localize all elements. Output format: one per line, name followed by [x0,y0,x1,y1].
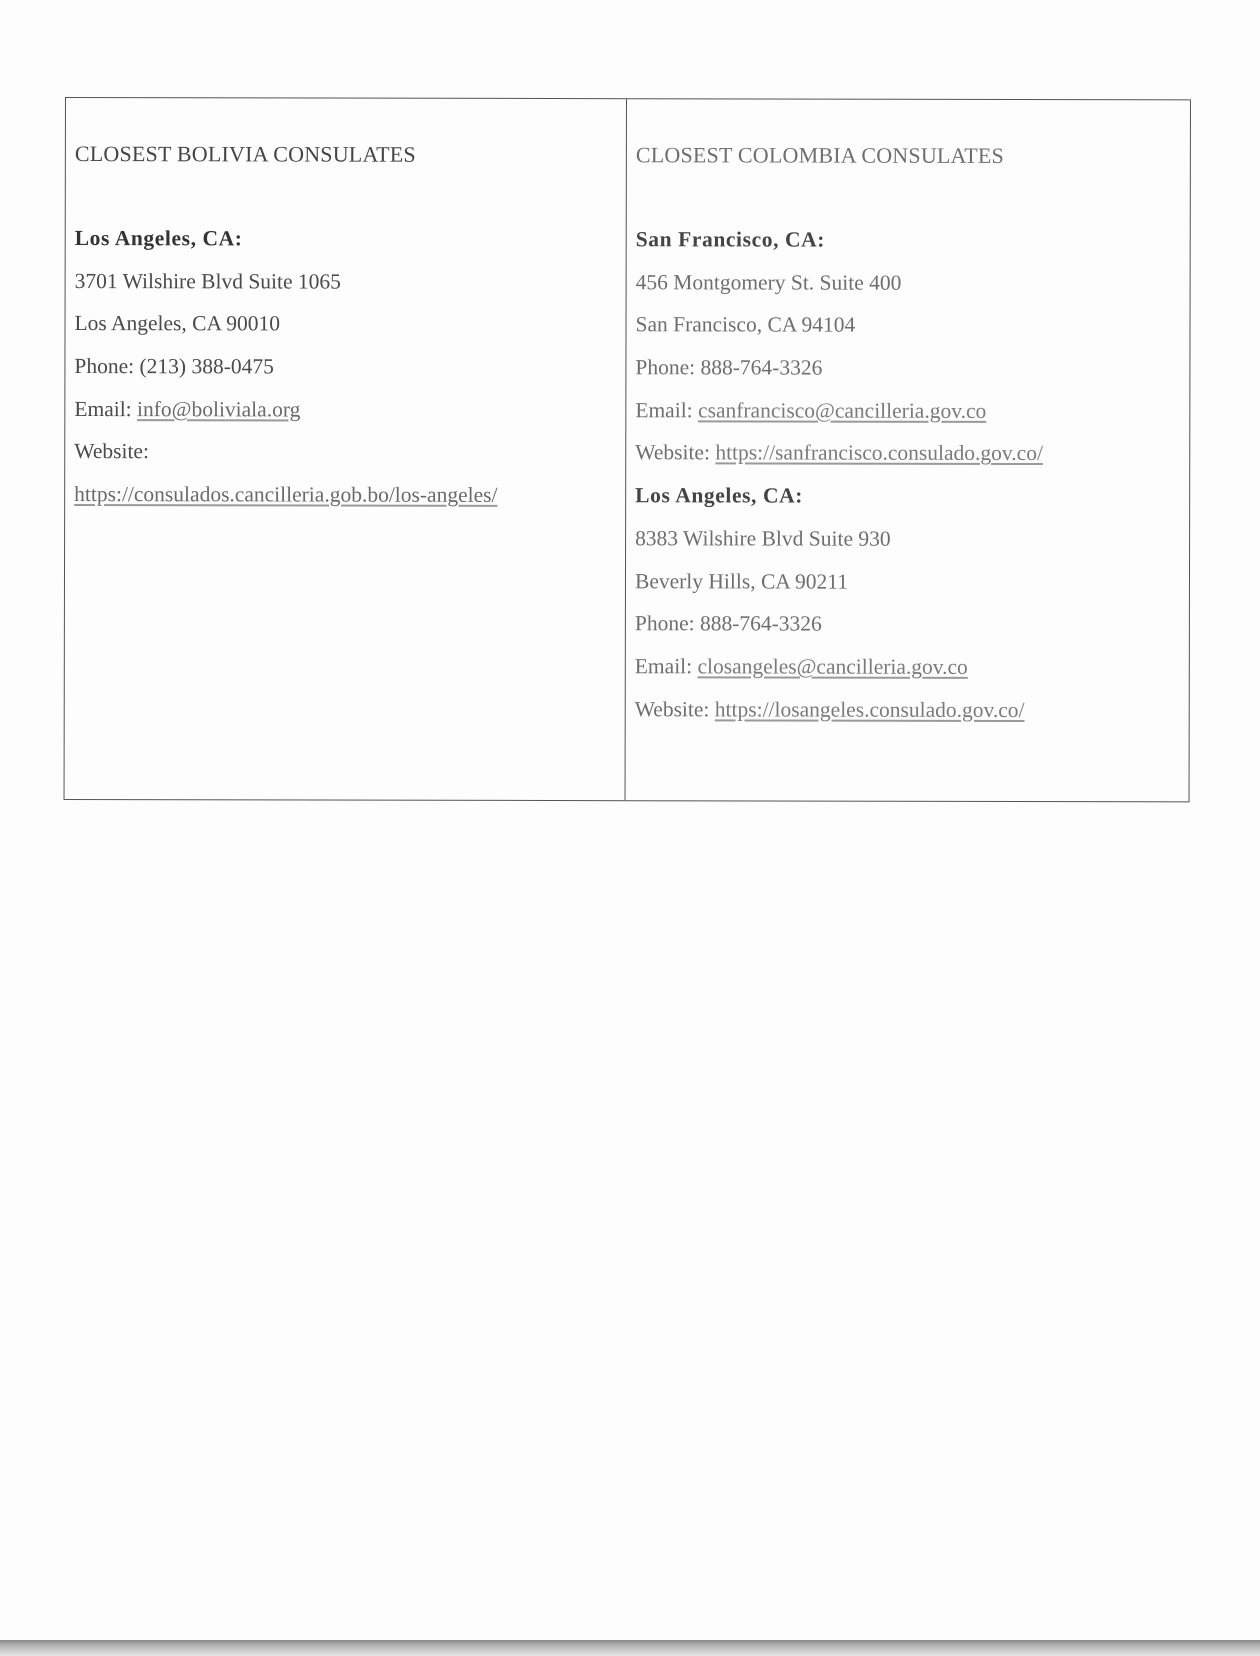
bolivia-la-website-row [74,480,615,524]
spacer [75,183,616,225]
colombia-sf-city: San Francisco, CA: [635,227,826,252]
colombia-sf-phone: Phone: 888-764-3326 [635,355,823,380]
bolivia-column [65,98,627,800]
bolivia-la-website-label: Website: [74,439,149,464]
colombia-sf-citystate: San Francisco, CA 94104 [635,312,856,338]
colombia-sf-website-link[interactable]: https://sanfrancisco.consulado.gov.co/ [715,440,1043,466]
colombia-la-website-link[interactable]: https://losangeles.consulado.gov.co/ [714,696,1025,722]
page-bottom-edge [0,1640,1260,1656]
bolivia-la-street: 3701 Wilshire Blvd Suite 1065 [74,268,341,294]
colombia-sf-email-link[interactable]: csanfrancisco@cancilleria.gov.co [698,398,987,423]
spacer [636,184,1180,226]
email-label: Email: [634,654,698,679]
bolivia-la-email-link[interactable]: info@boliviala.org [137,396,301,422]
colombia-sf-street: 456 Montgomery St. Suite 400 [635,269,902,295]
colombia-la-email-link[interactable]: closangeles@cancilleria.gov.co [697,654,968,679]
colombia-column [626,99,1190,801]
email-label: Email: [635,397,699,423]
bolivia-heading: CLOSEST BOLIVIA CONSULATES [74,141,416,167]
colombia-la-street: 8383 Wilshire Blvd Suite 930 [635,526,891,551]
colombia-la-website-row [635,695,1179,739]
bolivia-la-website-link[interactable]: https://consulados.cancilleria.gob.bo/los-angeles/ [74,482,498,508]
colombia-la-email-row [635,652,1179,696]
colombia-la-citystate: Beverly Hills, CA 90211 [634,568,849,594]
colombia-sf-email-row [635,396,1179,440]
colombia-heading: CLOSEST COLOMBIA CONSULATES [635,142,1004,168]
colombia-la-city: Los Angeles, CA: [635,483,804,508]
bolivia-la-email-row [74,395,615,439]
email-label: Email: [74,396,138,421]
colombia-la-phone: Phone: 888-764-3326 [634,611,822,636]
consulates-table [64,97,1191,802]
bolivia-la-city: Los Angeles, CA: [74,226,243,251]
colombia-sf-website-row [635,439,1179,483]
website-label: Website: [635,440,716,465]
bolivia-la-phone: Phone: (213) 388-0475 [74,354,274,379]
bolivia-la-citystate: Los Angeles, CA 90010 [74,311,281,336]
website-label: Website: [634,696,715,721]
